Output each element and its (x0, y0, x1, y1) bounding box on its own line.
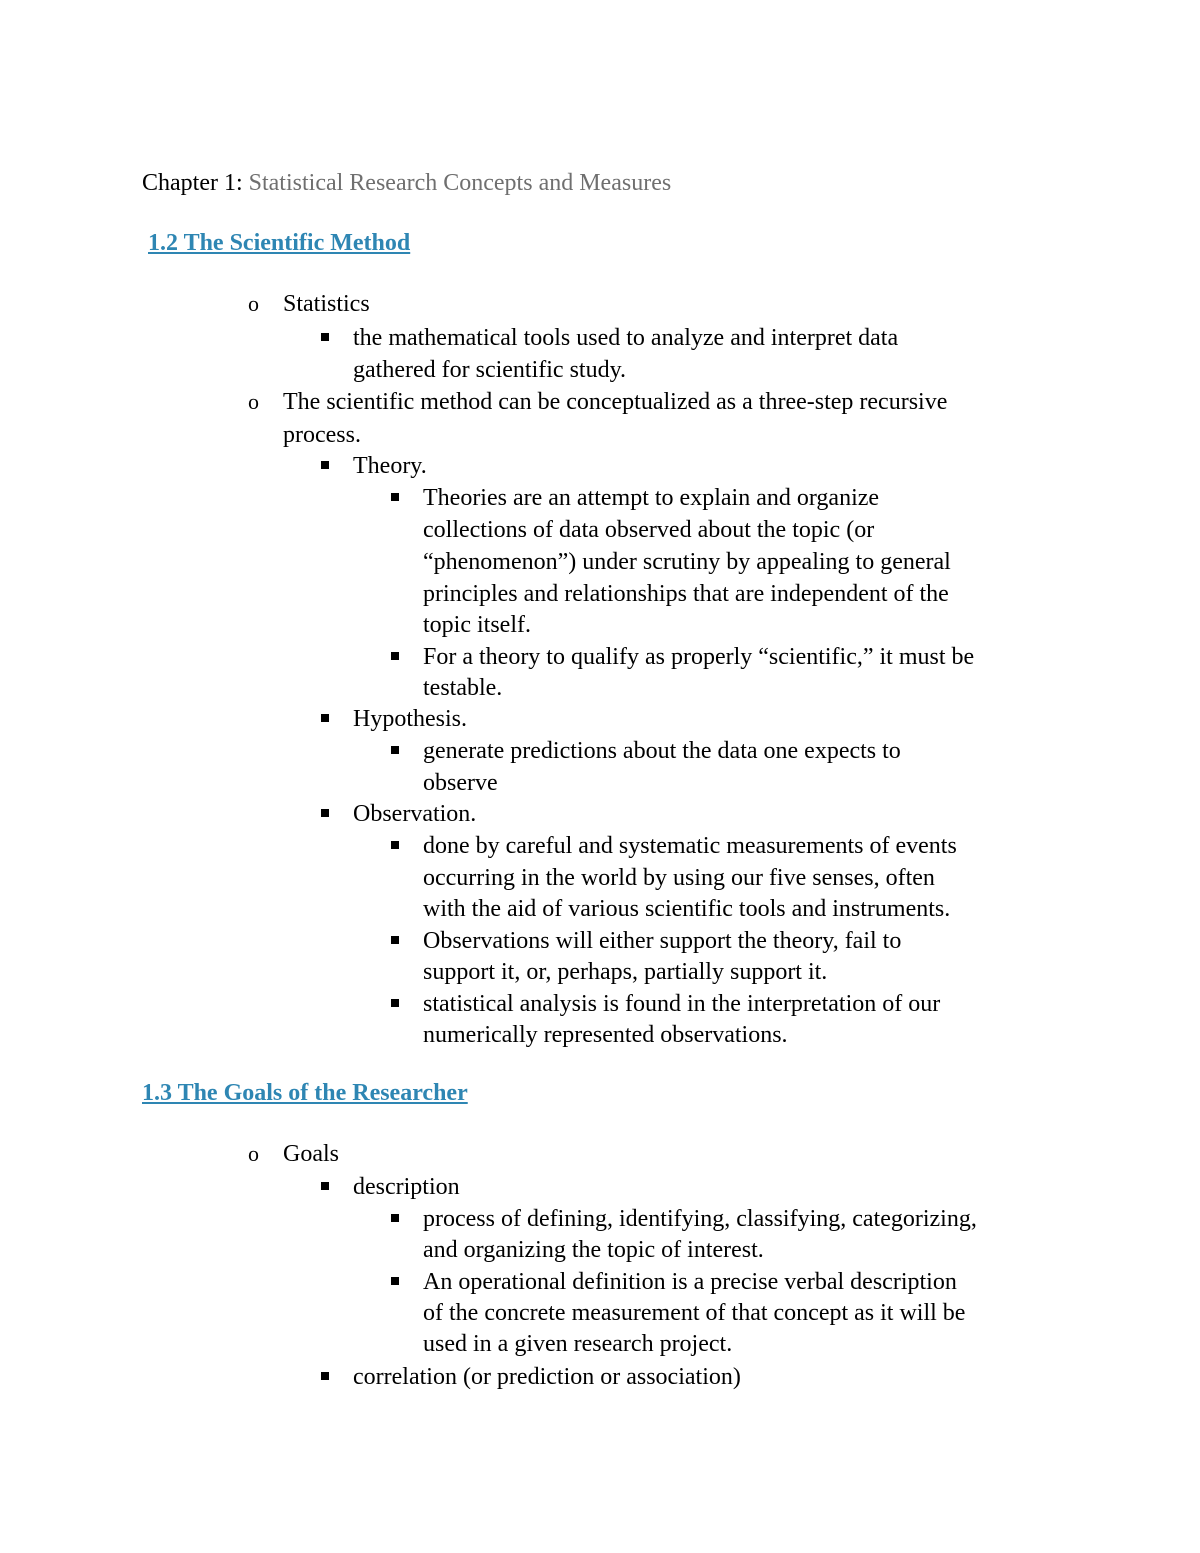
section-heading-1-2[interactable]: 1.2 The Scientific Method (148, 230, 411, 256)
list-item-description: description (353, 1174, 460, 1200)
text-line: principles and relationships that are independent of the (423, 581, 949, 607)
bullet-square (321, 714, 329, 722)
bullet-circle: o (248, 291, 259, 316)
text-line: Observations will either support the theory, fail to (423, 928, 902, 954)
bullet-square (391, 999, 399, 1007)
bullet-square (391, 746, 399, 754)
text-line: support it, or, perhaps, partially support it. (423, 959, 828, 985)
text-line: Theories are an attempt to explain and organize (423, 485, 880, 511)
text-line: done by careful and systematic measurements of events (423, 833, 957, 859)
bullet-square (391, 493, 399, 501)
text-line: and organizing the topic of interest. (423, 1237, 764, 1263)
bullet-square (321, 809, 329, 817)
bullet-square (391, 1214, 399, 1222)
text-line: with the aid of various scientific tools and instruments. (423, 896, 951, 922)
bullet-square (391, 652, 399, 660)
chapter-label: Chapter 1: (142, 170, 243, 196)
text-line: An operational definition is a precise verbal description (423, 1269, 957, 1295)
list-item-hypothesis: Hypothesis. (353, 706, 467, 732)
bullet-square (391, 841, 399, 849)
section-heading-1-3[interactable]: 1.3 The Goals of the Researcher (142, 1080, 468, 1106)
text-line: gathered for scientific study. (353, 357, 627, 383)
text-line: process of defining, identifying, classifying, categorizing, (423, 1206, 977, 1232)
text-line: process. (283, 422, 361, 448)
chapter-title (142, 170, 671, 197)
text-line: For a theory to qualify as properly “scientific,” it must be (423, 644, 975, 670)
text-line: statistical analysis is found in the interpretation of our (423, 991, 941, 1017)
bullet-square (391, 936, 399, 944)
text-line: used in a given research project. (423, 1331, 733, 1357)
bullet-square (321, 333, 329, 341)
bullet-square (321, 461, 329, 469)
list-item-statistics: Statistics (283, 291, 370, 317)
text-line: observe (423, 770, 498, 796)
text-line: topic itself. (423, 612, 531, 638)
chapter-subtitle: Statistical Research Concepts and Measures (248, 170, 672, 196)
list-item-observation: Observation. (353, 801, 477, 827)
list-item-method: The scientific method can be conceptualized as a three-step recursive (283, 389, 948, 415)
text-line: the mathematical tools used to analyze and interpret data (353, 325, 899, 351)
text-line: occurring in the world by using our five senses, often (423, 865, 935, 891)
bullet-circle: o (248, 389, 259, 414)
list-item-theory: Theory. (353, 453, 427, 479)
bullet-circle: o (248, 1141, 259, 1166)
list-item-goals: Goals (283, 1141, 339, 1167)
bullet-square (321, 1372, 329, 1380)
text-line: “phenomenon”) under scrutiny by appealing to general (423, 549, 951, 575)
bullet-square (321, 1182, 329, 1190)
text-line: numerically represented observations. (423, 1022, 788, 1048)
text-line: collections of data observed about the topic (or (423, 517, 875, 543)
text-line: generate predictions about the data one expects to (423, 738, 901, 764)
list-item-correlation: correlation (or prediction or association) (353, 1364, 741, 1390)
text-line: of the concrete measurement of that concept as it will be (423, 1300, 966, 1326)
text-line: testable. (423, 675, 503, 701)
bullet-square (391, 1277, 399, 1285)
